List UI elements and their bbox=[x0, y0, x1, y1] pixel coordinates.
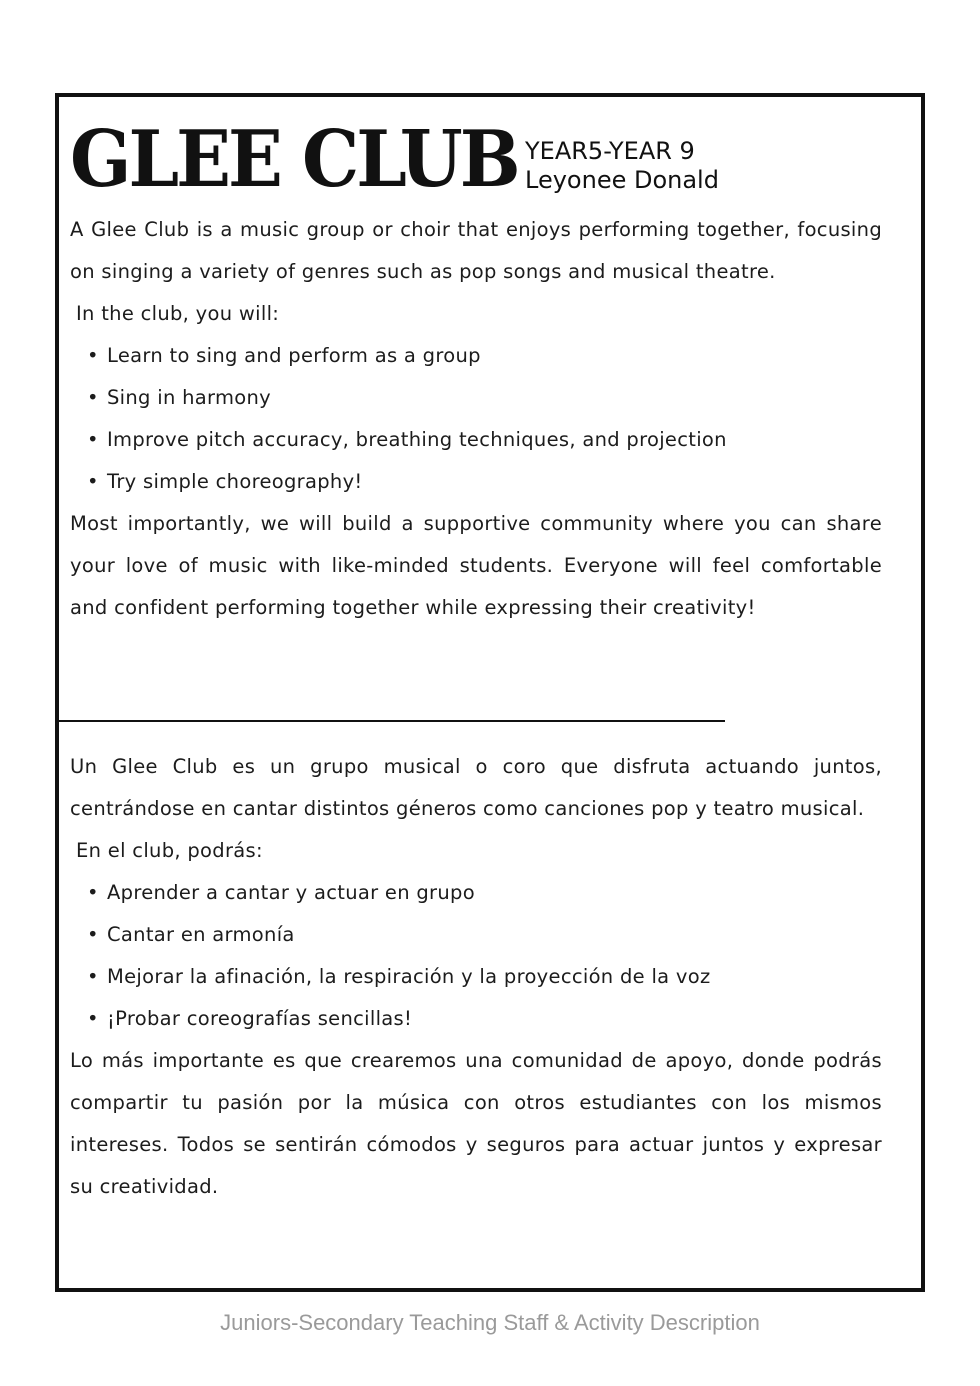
header-meta bbox=[525, 137, 719, 195]
page-footer: Juniors-Secondary Teaching Staff & Activity Description bbox=[220, 1310, 760, 1335]
list-item: • ¡Probar coreografías sencillas! bbox=[107, 998, 882, 1040]
english-activity-list bbox=[70, 335, 882, 503]
year-range: YEAR5-YEAR 9 bbox=[525, 137, 695, 165]
spanish-section bbox=[70, 746, 882, 1208]
list-item: • Mejorar la afinación, la respiración y la proyección de la voz bbox=[107, 956, 882, 998]
english-list-lead: In the club, you will: bbox=[76, 302, 280, 325]
english-section bbox=[70, 209, 882, 629]
page-title: GLEE CLUB bbox=[70, 112, 518, 205]
english-closing: Most importantly, we will build a supportive community where you can share your love of music with like-minded students. Everyone will feel comfortable and confident performing together while expressing their creativity! bbox=[70, 512, 882, 619]
list-item: • Cantar en armonía bbox=[107, 914, 882, 956]
list-item: • Sing in harmony bbox=[107, 377, 882, 419]
list-item: • Try simple choreography! bbox=[107, 461, 882, 503]
section-divider bbox=[59, 720, 725, 722]
spanish-intro: Un Glee Club es un grupo musical o coro que disfruta actuando juntos, centrándose en cantar distintos géneros como canciones pop y teatro musical. bbox=[70, 755, 882, 820]
list-item: • Learn to sing and perform as a group bbox=[107, 335, 882, 377]
spanish-list-lead: En el club, podrás: bbox=[76, 839, 263, 862]
spanish-closing: Lo más importante es que crearemos una comunidad de apoyo, donde podrás compartir tu pasión por la música con otros estudiantes con los mismos intereses. Todos se sentirán cómodos y seguros para actuar juntos y expresar su creatividad. bbox=[70, 1049, 882, 1198]
spanish-activity-list bbox=[70, 872, 882, 1040]
list-item: • Aprender a cantar y actuar en grupo bbox=[107, 872, 882, 914]
english-intro: A Glee Club is a music group or choir that enjoys performing together, focusing on singing a variety of genres such as pop songs and musical theatre. bbox=[70, 218, 882, 283]
teacher-name: Leyonee Donald bbox=[525, 166, 719, 194]
list-item: • Improve pitch accuracy, breathing techniques, and projection bbox=[107, 419, 882, 461]
